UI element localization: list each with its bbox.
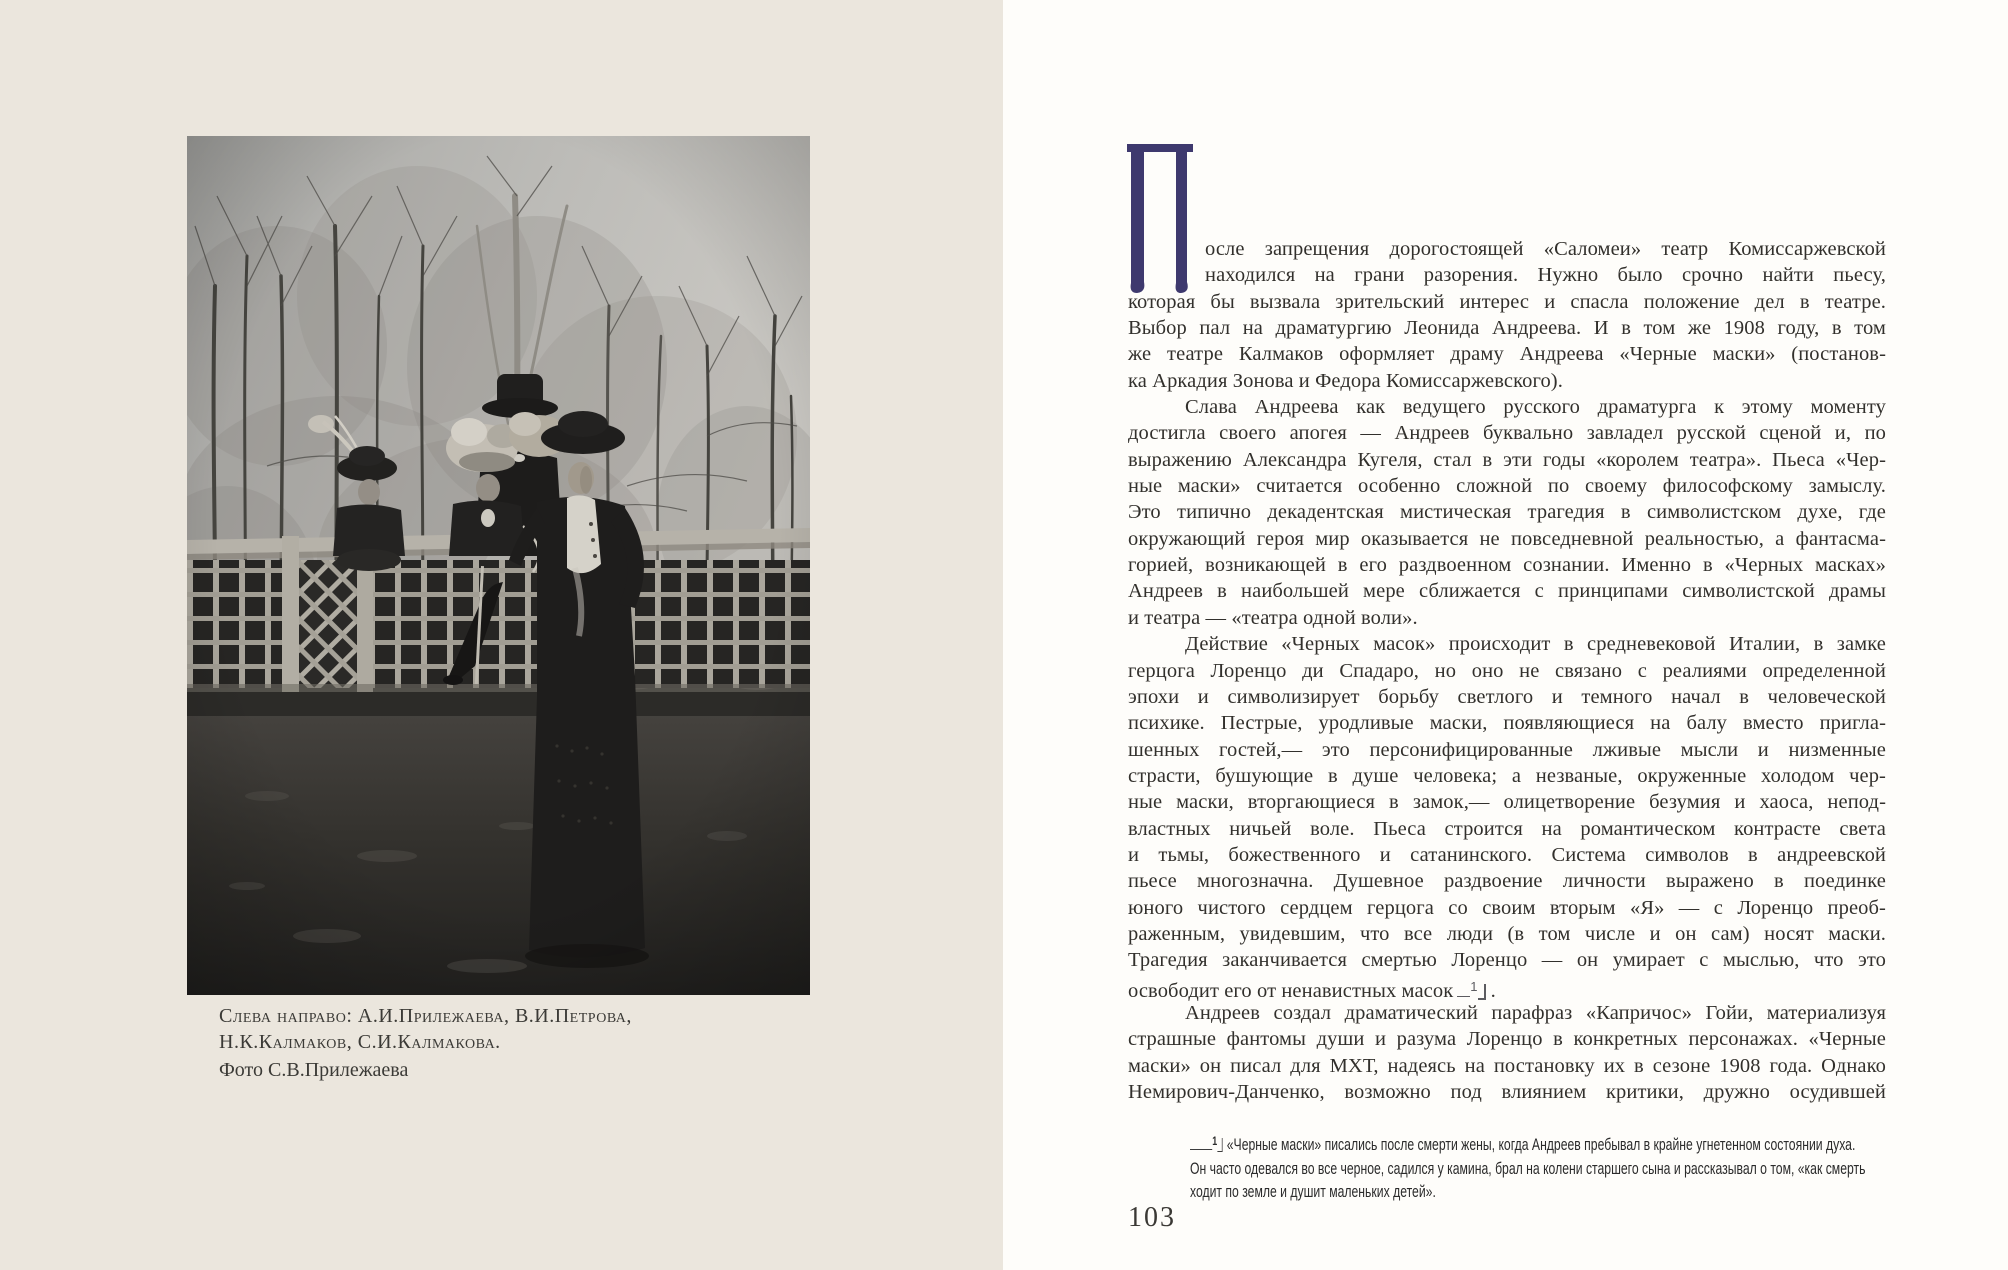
text-line: горией, возникающей в его раздвоенном сознании. Именно в «Черных масках» (1128, 554, 1886, 577)
text-line: властных ничьей воле. Пьеса строится на романтическом контрасте света (1128, 817, 1886, 840)
text-line: и театра — «театра одной воли». (1128, 606, 1418, 629)
text-line: Андреев в наибольшей мере сближается с принципами символистской драмы (1128, 580, 1886, 603)
body-text (1128, 236, 1886, 1105)
text-line: юного чистого сердцем герцога со своим вторым «Я» — с Лоренцо преоб- (1128, 896, 1886, 919)
footnote-line (1190, 1130, 1930, 1158)
text-line: Это типично декадентская мистическая трагедия в символистском духе, где (1128, 501, 1886, 524)
text-line-with-footnote-ref (1128, 974, 1886, 1000)
text-line: выражению Александра Кугеля, стал в эти годы «королем театра». Пьеса «Чер- (1128, 448, 1886, 471)
caption-line: Слева направо: А.И.Прилежаева, В.И.Петрова, (219, 1005, 632, 1027)
text-fragment: . (1490, 979, 1496, 1002)
footnote-marker-rule-icon (1190, 1145, 1212, 1150)
text-line: которая бы вызвала зрительский интерес и спасла положение дел в театре. (1128, 290, 1886, 313)
text-line: находился на грани разорения. Нужно было срочно найти пьесу, (1205, 264, 1886, 287)
text-line: психике. Пестрые, уродливые маски, появляющиеся на балу вместо пригла- (1128, 712, 1886, 735)
text-line: шенных гостей,— это персонифицированные лживые мысли и низменные (1128, 738, 1886, 761)
text-line: же театре Калмаков оформляет драму Андреева «Черные маски» (постанов- (1128, 343, 1886, 366)
text-line: Выбор пал на драматургию Леонида Андреева. И в том же 1908 году, в том (1128, 317, 1886, 340)
text-line: Трагедия заканчивается смертью Лоренцо — он умирает с мыслью, что это (1128, 949, 1886, 972)
footnote-line: Он часто одевался во все черное, садился у камина, брал на колени старшего сына и рассказывал о том, «как смерть (1190, 1159, 1866, 1178)
caption-credit: Фото С.В.Прилежаева (219, 1059, 409, 1081)
text-line: эпохи и символизирует борьбу светлого и темного начал в человеческой (1128, 685, 1886, 708)
text-line: окружающий героя мир оказывается не повседневной реальностью, а фантасма- (1128, 527, 1886, 550)
footnote-ref-corner-icon (1478, 984, 1486, 1000)
text-line: Слава Андреева как ведущего русского драматурга к этому моменту (1185, 396, 1886, 419)
caption-line: Н.К.Калмаков, С.И.Калмакова. (219, 1030, 501, 1053)
text-line: раженным, увидевшим, что все люди (в том числе и он сам) носят маски. (1128, 922, 1886, 945)
text-line: маски» он писал для МХТ, надеясь на постановку их в сезоне 1908 года. Однако (1128, 1054, 1886, 1077)
footnote-line: ходит по земле и душит маленьких детей». (1190, 1183, 1436, 1201)
text-fragment: освободит его от ненавистных масок (1128, 979, 1454, 1002)
text-line: Действие «Черных масок» происходит в средневековой Италии, в замке (1185, 633, 1886, 656)
photograph (187, 136, 810, 995)
page-number: 103 (1128, 1202, 1176, 1233)
text-line: герцога Лоренцо ди Спадаро, но оно не связано с реалиями определенной (1128, 659, 1886, 682)
text-line: ка Аркадия Зонова и Федора Комиссаржевского). (1128, 369, 1563, 392)
text-line: ные маски, вторгающиеся в замок,— олицетворение безумия и хаоса, непод- (1128, 791, 1886, 814)
footnote-ref-rule-icon (1457, 992, 1470, 997)
text-line: пьесе многозначна. Душевное раздвоение личности выражено в поединке (1128, 870, 1886, 893)
footnote-marker-corner-icon (1217, 1138, 1222, 1152)
footnote-marker-number: 1 (1212, 1134, 1218, 1148)
text-line: достигла своего апогея — Андреев буквально завладел русской сценой и, по (1128, 422, 1886, 445)
footnote-text: «Черные маски» писались после смерти жены, когда Андреев пребывал в крайне угнетенном состоянии духа. (1226, 1136, 1856, 1154)
text-line: страшные фантомы души и разума Лоренцо в конкретных персонажах. «Черные (1128, 1028, 1886, 1051)
text-line: и тьмы, божественного и сатанинского. Система символов в андреевской (1128, 843, 1886, 866)
photo-caption (219, 1004, 779, 1084)
footnote (1190, 1130, 1930, 1205)
text-line: Андреев создал драматический парафраз «Капричос» Гойи, материализуя (1185, 1001, 1886, 1024)
text-line: осле запрещения дорогостоящей «Саломеи» театр Комиссаржевской (1205, 238, 1886, 260)
text-line: страсти, бушующие в душе человека; а незваные, окруженные холодом чер- (1128, 764, 1886, 787)
text-line: ные маски» считается особенно сложной по своему философскому замыслу. (1128, 475, 1886, 498)
text-line: Немирович-Данченко, возможно под влиянием критики, дружно осудившей (1128, 1081, 1886, 1103)
footnote-ref-number: 1 (1470, 978, 1478, 994)
